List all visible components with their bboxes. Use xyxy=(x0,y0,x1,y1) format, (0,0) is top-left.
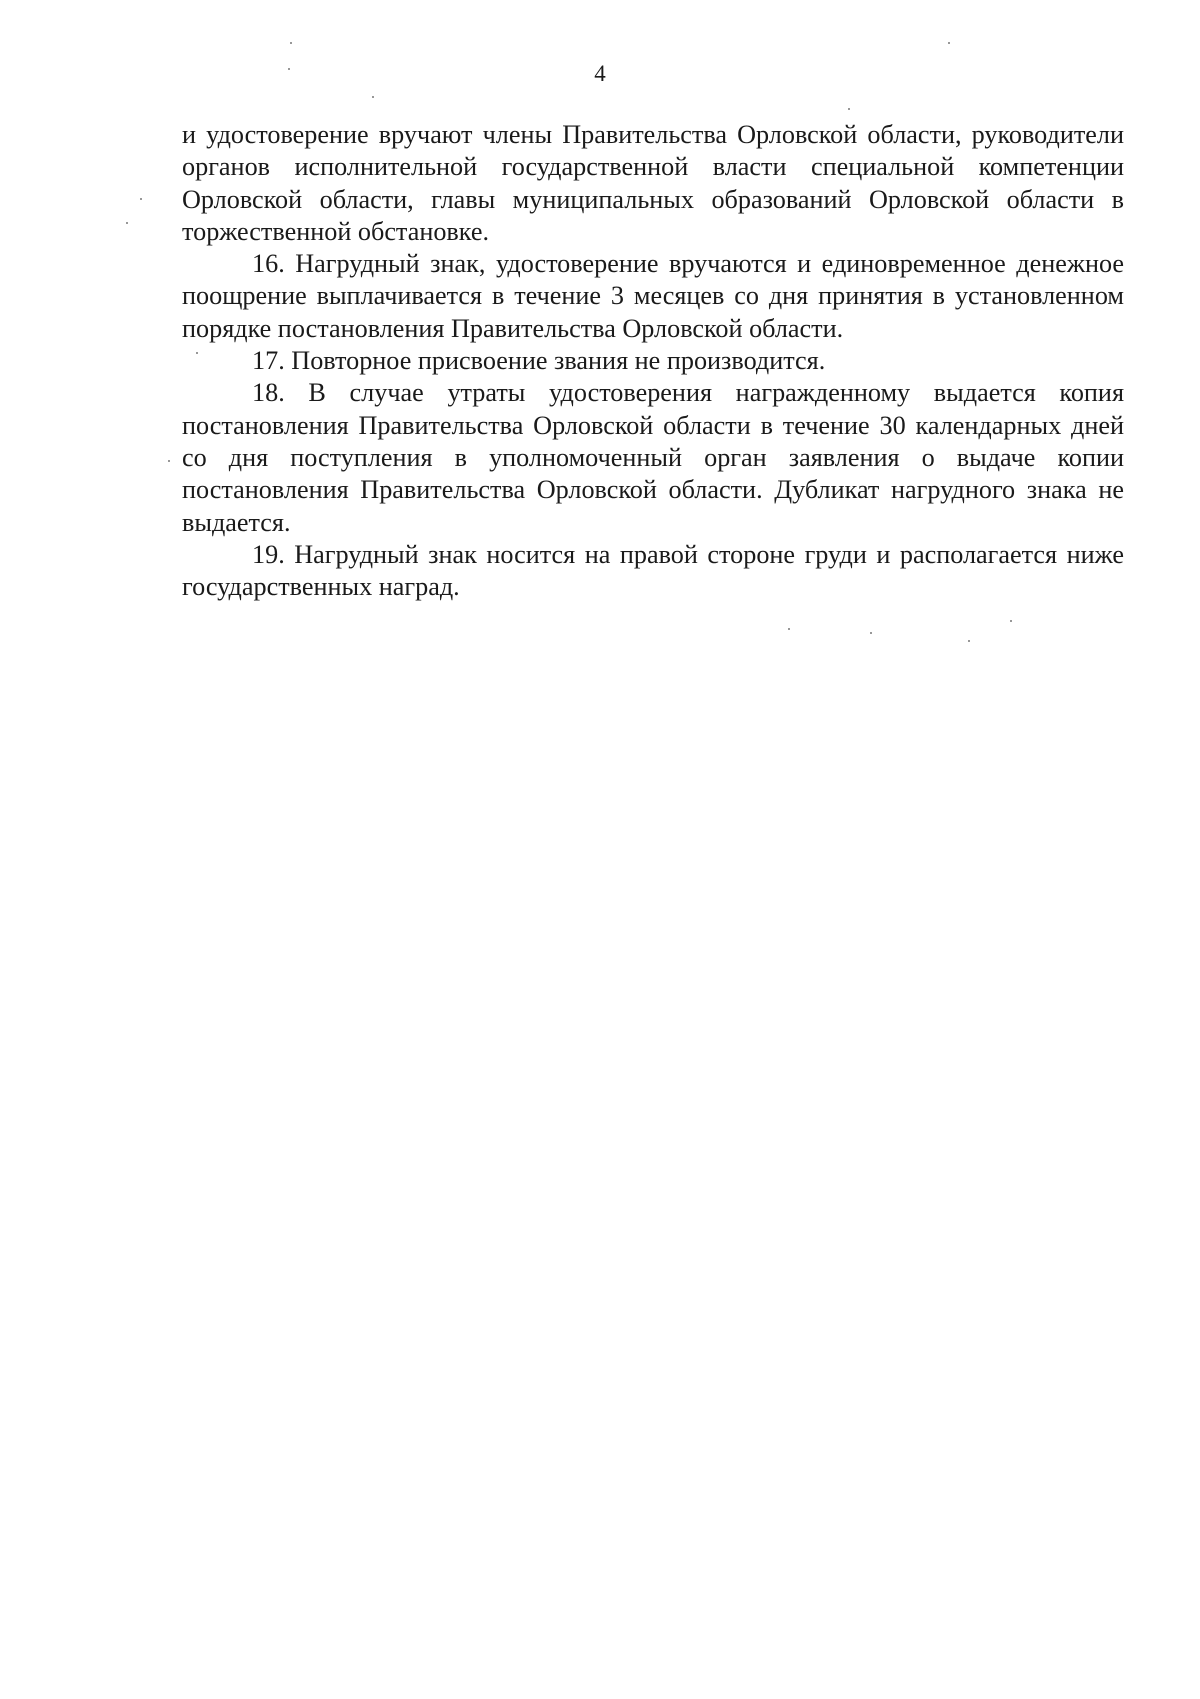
page-number: 4 xyxy=(594,61,606,86)
paragraph-16: 16. Нагрудный знак, удостоверение вручаются и единовременное денежное поощрение выплачивается в течение 3 месяцев со дня принятия в установленном порядке постановления Правительства Орловской области. xyxy=(182,249,1124,343)
paragraph-continuation: и удостоверение вручают члены Правительства Орловской области, руководители органов исполнительной государственной власти специальной компетенции Орловской области, главы муниципальных образований Орловской области в торжественной обстановке. xyxy=(182,120,1124,246)
scan-speck xyxy=(288,68,290,70)
paragraph-17: 17. Повторное присвоение звания не производится. xyxy=(252,346,826,376)
scan-speck xyxy=(140,198,142,200)
scan-speck xyxy=(290,42,292,44)
document-body xyxy=(182,119,1124,603)
scan-speck xyxy=(870,632,872,634)
scan-speck xyxy=(126,222,128,224)
paragraph-19: 19. Нагрудный знак носится на правой стороне груди и располагается ниже государственных наград. xyxy=(182,539,1124,602)
scan-speck xyxy=(372,96,374,98)
paragraph-18: 18. В случае утраты удостоверения награжденному выдается копия постановления Правительства Орловской области в течение 30 календарных дней со дня поступления в уполномоченный орган заявления о выдаче копии постановления Правительства Орловской области. Дубликат нагрудного знака не выдается. xyxy=(182,378,1124,537)
scan-speck xyxy=(1010,620,1012,622)
scan-speck xyxy=(848,108,850,110)
scan-speck xyxy=(788,628,790,630)
scan-speck xyxy=(196,352,198,354)
scan-speck xyxy=(948,42,950,44)
scan-speck xyxy=(968,640,970,642)
scan-speck xyxy=(168,460,170,462)
